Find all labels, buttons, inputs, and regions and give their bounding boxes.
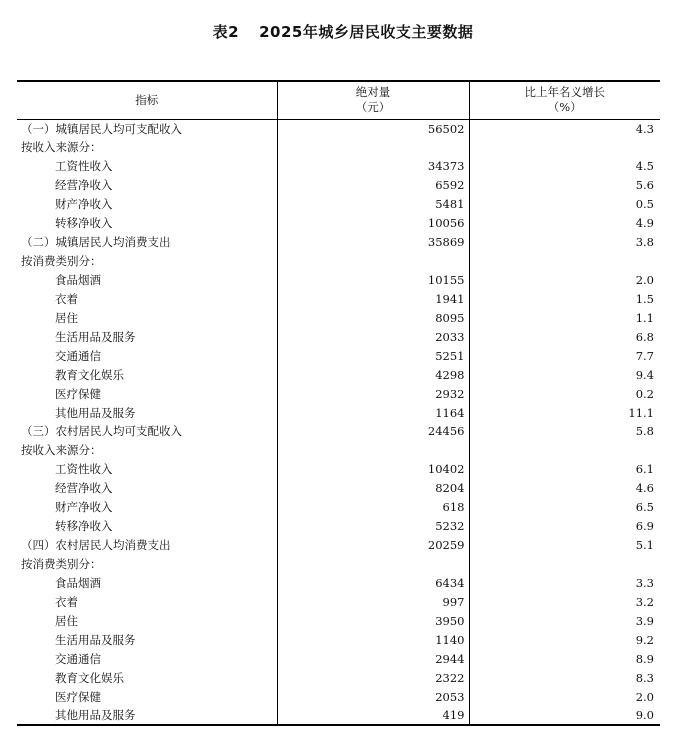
row-absolute-value: 5232 bbox=[277, 517, 469, 536]
row-growth-rate: 5.1 bbox=[469, 536, 660, 555]
header-absolute-amount bbox=[277, 81, 469, 119]
row-growth-rate: 3.9 bbox=[469, 611, 660, 630]
row-indicator-name: （一）城镇居民人均可支配收入 bbox=[21, 121, 182, 136]
row-absolute-value: 2322 bbox=[277, 668, 469, 687]
row-absolute-value bbox=[277, 555, 469, 574]
row-growth-rate: 4.9 bbox=[469, 214, 660, 233]
table-row bbox=[17, 233, 660, 252]
row-indicator-name: 生活用品及服务 bbox=[55, 632, 136, 647]
table-row bbox=[17, 460, 660, 479]
row-absolute-value: 2944 bbox=[277, 649, 469, 668]
row-indicator-name: 其他用品及服务 bbox=[55, 405, 136, 420]
table-body bbox=[17, 119, 660, 725]
header-absolute-amount-label: 绝对量 bbox=[355, 85, 391, 100]
table-row bbox=[17, 517, 660, 536]
row-growth-rate bbox=[469, 138, 660, 157]
row-growth-rate: 0.2 bbox=[469, 384, 660, 403]
table-row bbox=[17, 592, 660, 611]
row-indicator-name: 医疗保健 bbox=[55, 689, 101, 704]
row-growth-rate: 4.6 bbox=[469, 479, 660, 498]
row-indicator-name: 居住 bbox=[55, 613, 78, 628]
row-growth-rate: 2.0 bbox=[469, 271, 660, 290]
row-absolute-value: 6434 bbox=[277, 574, 469, 593]
row-indicator-name: 衣着 bbox=[55, 594, 78, 609]
row-indicator-name: 交通通信 bbox=[55, 348, 101, 363]
header-absolute-amount-unit: （元） bbox=[355, 100, 391, 115]
row-growth-rate: 6.8 bbox=[469, 327, 660, 346]
row-absolute-value: 8095 bbox=[277, 308, 469, 327]
table-title: 2025年城乡居民收支主要数据 bbox=[259, 23, 474, 41]
row-absolute-value: 618 bbox=[277, 498, 469, 517]
row-indicator-name: 食品烟酒 bbox=[55, 575, 101, 590]
table-row bbox=[17, 668, 660, 687]
row-indicator-name: 教育文化娱乐 bbox=[55, 670, 124, 685]
data-table bbox=[17, 80, 660, 726]
table-row bbox=[17, 403, 660, 422]
row-absolute-value: 34373 bbox=[277, 157, 469, 176]
table-row bbox=[17, 687, 660, 706]
row-indicator-name: 其他用品及服务 bbox=[17, 706, 277, 725]
row-absolute-value: 56502 bbox=[277, 119, 469, 138]
row-growth-rate: 6.1 bbox=[469, 460, 660, 479]
table-row bbox=[17, 498, 660, 517]
table-row bbox=[17, 365, 660, 384]
table-row bbox=[17, 195, 660, 214]
header-indicator: 指标 bbox=[17, 81, 277, 119]
row-growth-rate: 3.2 bbox=[469, 592, 660, 611]
table-row bbox=[17, 271, 660, 290]
table-row bbox=[17, 422, 660, 441]
row-absolute-value: 8204 bbox=[277, 479, 469, 498]
table-row bbox=[17, 441, 660, 460]
row-indicator-name: 按消费类别分： bbox=[21, 254, 102, 269]
table-row bbox=[17, 289, 660, 308]
row-indicator-name: 转移净收入 bbox=[55, 519, 113, 534]
row-absolute-value: 419 bbox=[277, 706, 469, 725]
table-row bbox=[17, 649, 660, 668]
header-growth-unit: （%） bbox=[547, 100, 582, 115]
row-indicator-name: 按收入来源分： bbox=[21, 443, 102, 458]
row-indicator-name: 经营净收入 bbox=[55, 481, 113, 496]
row-growth-rate: 3.3 bbox=[469, 574, 660, 593]
row-growth-rate: 8.9 bbox=[469, 649, 660, 668]
row-growth-rate: 6.5 bbox=[469, 498, 660, 517]
table-row bbox=[17, 176, 660, 195]
row-absolute-value: 24456 bbox=[277, 422, 469, 441]
row-indicator-name: 经营净收入 bbox=[55, 178, 113, 193]
row-indicator-name: 医疗保健 bbox=[55, 386, 101, 401]
page-title bbox=[0, 21, 686, 42]
row-indicator-name: 教育文化娱乐 bbox=[55, 367, 124, 382]
row-absolute-value: 10155 bbox=[277, 271, 469, 290]
table-row bbox=[17, 630, 660, 649]
row-absolute-value: 1941 bbox=[277, 289, 469, 308]
row-absolute-value: 10402 bbox=[277, 460, 469, 479]
row-indicator-name: 生活用品及服务 bbox=[55, 329, 136, 344]
table-row bbox=[17, 384, 660, 403]
row-absolute-value: 3950 bbox=[277, 611, 469, 630]
table-row bbox=[17, 555, 660, 574]
row-growth-rate: 2.0 bbox=[469, 687, 660, 706]
table-row bbox=[17, 252, 660, 271]
row-growth-rate: 1.5 bbox=[469, 289, 660, 308]
table-row bbox=[17, 574, 660, 593]
row-growth-rate: 0.5 bbox=[469, 195, 660, 214]
row-indicator-name: 工资性收入 bbox=[55, 159, 113, 174]
table-row bbox=[17, 157, 660, 176]
row-indicator-name: 财产净收入 bbox=[55, 500, 113, 515]
row-growth-rate: 5.8 bbox=[469, 422, 660, 441]
table-row bbox=[17, 138, 660, 157]
row-growth-rate bbox=[469, 441, 660, 460]
row-absolute-value: 1164 bbox=[277, 403, 469, 422]
row-growth-rate bbox=[469, 252, 660, 271]
row-growth-rate: 9.4 bbox=[469, 365, 660, 384]
row-growth-rate: 5.6 bbox=[469, 176, 660, 195]
row-absolute-value: 1140 bbox=[277, 630, 469, 649]
row-indicator-name: 转移净收入 bbox=[55, 216, 113, 231]
table-row bbox=[17, 214, 660, 233]
row-growth-rate: 11.1 bbox=[469, 403, 660, 422]
row-absolute-value bbox=[277, 252, 469, 271]
row-absolute-value: 5481 bbox=[277, 195, 469, 214]
row-absolute-value: 20259 bbox=[277, 536, 469, 555]
row-indicator-name: 财产净收入 bbox=[55, 197, 113, 212]
table-row bbox=[17, 327, 660, 346]
row-growth-rate: 7.7 bbox=[469, 346, 660, 365]
row-absolute-value: 2033 bbox=[277, 327, 469, 346]
row-absolute-value: 2053 bbox=[277, 687, 469, 706]
row-growth-rate: 9.0 bbox=[469, 706, 660, 725]
row-growth-rate: 6.9 bbox=[469, 517, 660, 536]
row-absolute-value: 997 bbox=[277, 592, 469, 611]
table-row bbox=[17, 706, 660, 725]
row-indicator-name: （二）城镇居民人均消费支出 bbox=[21, 235, 171, 250]
row-indicator-name: （三）农村居民人均可支配收入 bbox=[21, 424, 182, 439]
row-absolute-value: 5251 bbox=[277, 346, 469, 365]
row-indicator-name: 交通通信 bbox=[55, 651, 101, 666]
header-growth bbox=[469, 81, 660, 119]
row-absolute-value: 10056 bbox=[277, 214, 469, 233]
row-absolute-value: 6592 bbox=[277, 176, 469, 195]
table-row bbox=[17, 308, 660, 327]
table-row bbox=[17, 479, 660, 498]
row-indicator-name: 工资性收入 bbox=[55, 462, 113, 477]
row-growth-rate: 4.3 bbox=[469, 119, 660, 138]
row-absolute-value: 35869 bbox=[277, 233, 469, 252]
table-row bbox=[17, 611, 660, 630]
row-absolute-value: 2932 bbox=[277, 384, 469, 403]
row-growth-rate: 9.2 bbox=[469, 630, 660, 649]
row-growth-rate: 8.3 bbox=[469, 668, 660, 687]
row-indicator-name: 衣着 bbox=[55, 291, 78, 306]
row-indicator-name: （四）农村居民人均消费支出 bbox=[21, 538, 171, 553]
row-absolute-value bbox=[277, 138, 469, 157]
row-indicator-name: 按消费类别分： bbox=[21, 557, 102, 572]
row-indicator-name: 按收入来源分： bbox=[21, 140, 102, 155]
header-growth-label: 比上年名义增长 bbox=[524, 85, 605, 100]
row-absolute-value bbox=[277, 441, 469, 460]
table-label: 表2 bbox=[212, 23, 240, 41]
row-indicator-name: 居住 bbox=[55, 310, 78, 325]
table-row bbox=[17, 346, 660, 365]
row-absolute-value: 4298 bbox=[277, 365, 469, 384]
table-row bbox=[17, 536, 660, 555]
row-growth-rate: 1.1 bbox=[469, 308, 660, 327]
row-growth-rate bbox=[469, 555, 660, 574]
row-growth-rate: 3.8 bbox=[469, 233, 660, 252]
table-row bbox=[17, 119, 660, 138]
row-growth-rate: 4.5 bbox=[469, 157, 660, 176]
table-header-row bbox=[17, 81, 660, 119]
row-indicator-name: 食品烟酒 bbox=[55, 272, 101, 287]
